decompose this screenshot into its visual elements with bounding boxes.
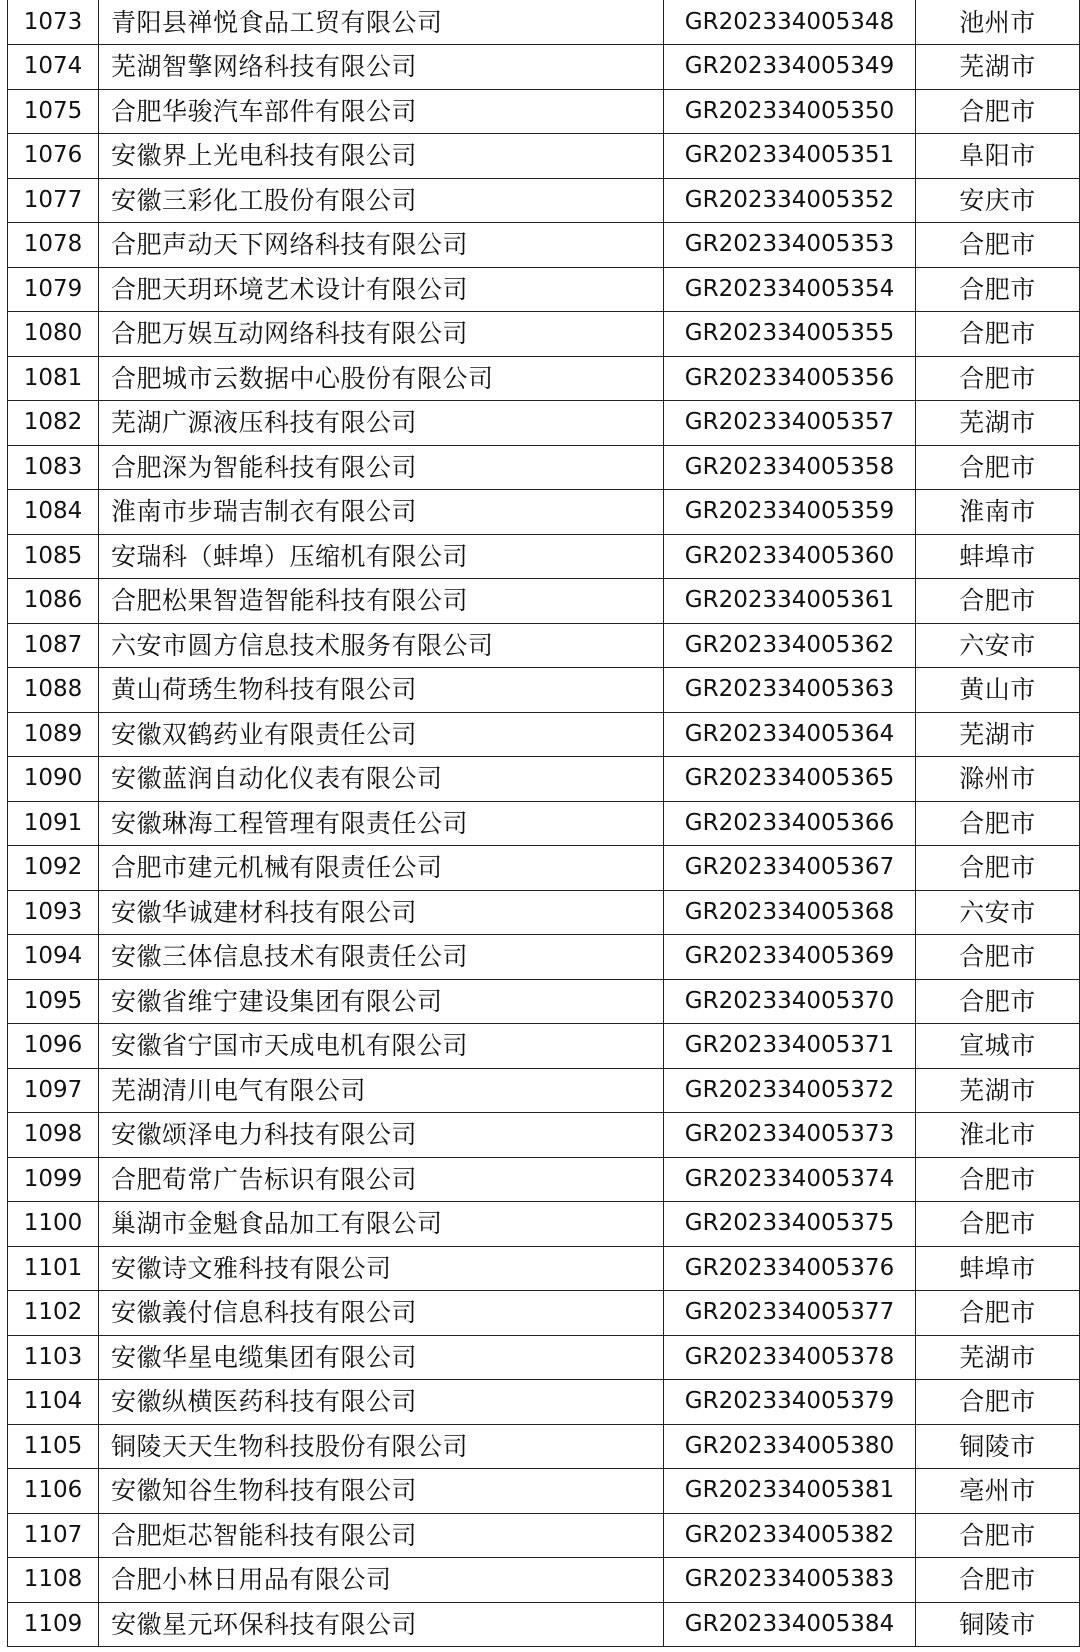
- company-name: 安徽颂泽电力科技有限公司: [99, 1113, 664, 1158]
- row-number: 1097: [8, 1068, 99, 1113]
- certificate-number: GR202334005371: [664, 1024, 916, 1069]
- row-number: 1087: [8, 623, 99, 668]
- row-number: 1101: [8, 1246, 99, 1291]
- company-name: 安徽界上光电科技有限公司: [99, 134, 664, 179]
- company-name: 安徽省宁国市天成电机有限公司: [99, 1024, 664, 1069]
- table-row: [8, 979, 1080, 1024]
- company-name: 合肥万娱互动网络科技有限公司: [99, 312, 664, 357]
- company-name: 安徽蓝润自动化仪表有限公司: [99, 757, 664, 802]
- city: 芜湖市: [916, 45, 1080, 90]
- certificate-number: GR202334005361: [664, 579, 916, 624]
- city: 合肥市: [916, 1157, 1080, 1202]
- table-row: [8, 1335, 1080, 1380]
- city: 合肥市: [916, 356, 1080, 401]
- company-name: 淮南市步瑞吉制衣有限公司: [99, 490, 664, 535]
- table-row: [8, 623, 1080, 668]
- city: 淮北市: [916, 1113, 1080, 1158]
- company-name: 安徽三彩化工股份有限公司: [99, 178, 664, 223]
- table-row: [8, 1024, 1080, 1069]
- company-name: 合肥深为智能科技有限公司: [99, 445, 664, 490]
- row-number: 1081: [8, 356, 99, 401]
- row-number: 1106: [8, 1469, 99, 1514]
- table-row: [8, 579, 1080, 624]
- table-row: [8, 134, 1080, 179]
- certificate-number: GR202334005349: [664, 45, 916, 90]
- certificate-number: GR202334005362: [664, 623, 916, 668]
- city: 铜陵市: [916, 1424, 1080, 1469]
- certificate-number: GR202334005354: [664, 267, 916, 312]
- city: 合肥市: [916, 979, 1080, 1024]
- city: 安庆市: [916, 178, 1080, 223]
- company-name: 芜湖清川电气有限公司: [99, 1068, 664, 1113]
- row-number: 1073: [8, 0, 99, 45]
- row-number: 1100: [8, 1202, 99, 1247]
- table-row: [8, 445, 1080, 490]
- table-row: [8, 712, 1080, 757]
- table-row: [8, 1380, 1080, 1425]
- row-number: 1104: [8, 1380, 99, 1425]
- row-number: 1077: [8, 178, 99, 223]
- row-number: 1105: [8, 1424, 99, 1469]
- city: 合肥市: [916, 846, 1080, 891]
- certificate-number: GR202334005356: [664, 356, 916, 401]
- company-name: 安徽知谷生物科技有限公司: [99, 1469, 664, 1514]
- city: 芜湖市: [916, 401, 1080, 446]
- table-row: [8, 1558, 1080, 1603]
- certificate-number: GR202334005373: [664, 1113, 916, 1158]
- row-number: 1085: [8, 534, 99, 579]
- row-number: 1086: [8, 579, 99, 624]
- city: 合肥市: [916, 801, 1080, 846]
- city: 淮南市: [916, 490, 1080, 535]
- table-row: [8, 1424, 1080, 1469]
- company-name: 合肥市建元机械有限责任公司: [99, 846, 664, 891]
- city: 六安市: [916, 623, 1080, 668]
- company-name: 安徽诗文雅科技有限公司: [99, 1246, 664, 1291]
- table-row: [8, 45, 1080, 90]
- table-row: [8, 1246, 1080, 1291]
- company-name: 合肥城市云数据中心股份有限公司: [99, 356, 664, 401]
- certificate-number: GR202334005377: [664, 1291, 916, 1336]
- table-row: [8, 267, 1080, 312]
- company-name: 合肥声动天下网络科技有限公司: [99, 223, 664, 268]
- certificate-number: GR202334005351: [664, 134, 916, 179]
- certificate-number: GR202334005355: [664, 312, 916, 357]
- table-row: [8, 490, 1080, 535]
- city: 六安市: [916, 890, 1080, 935]
- certificate-number: GR202334005378: [664, 1335, 916, 1380]
- table-row: [8, 935, 1080, 980]
- certificate-number: GR202334005358: [664, 445, 916, 490]
- certificate-number: GR202334005365: [664, 757, 916, 802]
- table-body: [8, 0, 1080, 1647]
- certificate-number: GR202334005380: [664, 1424, 916, 1469]
- city: 宣城市: [916, 1024, 1080, 1069]
- company-name: 合肥炬芯智能科技有限公司: [99, 1513, 664, 1558]
- company-name: 安徽双鹤药业有限责任公司: [99, 712, 664, 757]
- city: 芜湖市: [916, 1335, 1080, 1380]
- certificate-number: GR202334005383: [664, 1558, 916, 1603]
- table-row: [8, 178, 1080, 223]
- certificate-number: GR202334005369: [664, 935, 916, 980]
- company-name: 黄山荷琇生物科技有限公司: [99, 668, 664, 713]
- table-row: [8, 1113, 1080, 1158]
- table-row: [8, 890, 1080, 935]
- table-row: [8, 0, 1080, 45]
- row-number: 1094: [8, 935, 99, 980]
- company-name: 安徽华诚建材科技有限公司: [99, 890, 664, 935]
- certificate-number: GR202334005352: [664, 178, 916, 223]
- company-name: 安徽纵横医药科技有限公司: [99, 1380, 664, 1425]
- table-row: [8, 356, 1080, 401]
- city: 蚌埠市: [916, 1246, 1080, 1291]
- table-row: [8, 1602, 1080, 1647]
- city: 蚌埠市: [916, 534, 1080, 579]
- row-number: 1099: [8, 1157, 99, 1202]
- row-number: 1076: [8, 134, 99, 179]
- company-name: 六安市圆方信息技术服务有限公司: [99, 623, 664, 668]
- city: 合肥市: [916, 1380, 1080, 1425]
- row-number: 1089: [8, 712, 99, 757]
- company-name: 安徽琳海工程管理有限责任公司: [99, 801, 664, 846]
- certificate-number: GR202334005370: [664, 979, 916, 1024]
- company-name: 安徽华星电缆集团有限公司: [99, 1335, 664, 1380]
- certificate-number: GR202334005353: [664, 223, 916, 268]
- row-number: 1091: [8, 801, 99, 846]
- table-row: [8, 1469, 1080, 1514]
- city: 合肥市: [916, 267, 1080, 312]
- certificate-number: GR202334005372: [664, 1068, 916, 1113]
- certificate-number: GR202334005375: [664, 1202, 916, 1247]
- table-row: [8, 312, 1080, 357]
- certificate-number: GR202334005359: [664, 490, 916, 535]
- city: 芜湖市: [916, 1068, 1080, 1113]
- table-row: [8, 1157, 1080, 1202]
- city: 芜湖市: [916, 712, 1080, 757]
- city: 合肥市: [916, 1558, 1080, 1603]
- certificate-number: GR202334005350: [664, 89, 916, 134]
- row-number: 1080: [8, 312, 99, 357]
- row-number: 1079: [8, 267, 99, 312]
- company-name: 芜湖广源液压科技有限公司: [99, 401, 664, 446]
- table-row: [8, 1291, 1080, 1336]
- company-name: 安瑞科（蚌埠）压缩机有限公司: [99, 534, 664, 579]
- certificate-number: GR202334005364: [664, 712, 916, 757]
- certificate-number: GR202334005384: [664, 1602, 916, 1647]
- row-number: 1084: [8, 490, 99, 535]
- city: 合肥市: [916, 445, 1080, 490]
- certificate-number: GR202334005379: [664, 1380, 916, 1425]
- row-number: 1096: [8, 1024, 99, 1069]
- city: 合肥市: [916, 1291, 1080, 1336]
- company-name: 巢湖市金魁食品加工有限公司: [99, 1202, 664, 1247]
- row-number: 1109: [8, 1602, 99, 1647]
- table-row: [8, 668, 1080, 713]
- table-row: [8, 757, 1080, 802]
- certificate-number: GR202334005360: [664, 534, 916, 579]
- company-name: 安徽星元环保科技有限公司: [99, 1602, 664, 1647]
- table-row: [8, 401, 1080, 446]
- certificate-number: GR202334005367: [664, 846, 916, 891]
- city: 阜阳市: [916, 134, 1080, 179]
- company-name: 铜陵天天生物科技股份有限公司: [99, 1424, 664, 1469]
- row-number: 1088: [8, 668, 99, 713]
- row-number: 1098: [8, 1113, 99, 1158]
- row-number: 1102: [8, 1291, 99, 1336]
- company-name: 安徽省维宁建设集团有限公司: [99, 979, 664, 1024]
- table-row: [8, 89, 1080, 134]
- company-name: 安徽義付信息科技有限公司: [99, 1291, 664, 1336]
- city: 合肥市: [916, 1513, 1080, 1558]
- city: 合肥市: [916, 935, 1080, 980]
- table-row: [8, 1202, 1080, 1247]
- certificate-number: GR202334005382: [664, 1513, 916, 1558]
- city: 合肥市: [916, 89, 1080, 134]
- certificate-number: GR202334005348: [664, 0, 916, 45]
- row-number: 1083: [8, 445, 99, 490]
- city: 合肥市: [916, 579, 1080, 624]
- row-number: 1093: [8, 890, 99, 935]
- city: 合肥市: [916, 1202, 1080, 1247]
- company-name: 合肥天玥环境艺术设计有限公司: [99, 267, 664, 312]
- company-name: 安徽三体信息技术有限责任公司: [99, 935, 664, 980]
- row-number: 1074: [8, 45, 99, 90]
- city: 池州市: [916, 0, 1080, 45]
- company-name: 合肥小林日用品有限公司: [99, 1558, 664, 1603]
- row-number: 1108: [8, 1558, 99, 1603]
- company-name: 青阳县禅悦食品工贸有限公司: [99, 0, 664, 45]
- table-row: [8, 534, 1080, 579]
- company-name: 合肥松果智造智能科技有限公司: [99, 579, 664, 624]
- table-row: [8, 1513, 1080, 1558]
- row-number: 1095: [8, 979, 99, 1024]
- company-name: 芜湖智擎网络科技有限公司: [99, 45, 664, 90]
- row-number: 1103: [8, 1335, 99, 1380]
- company-name: 合肥荀常广告标识有限公司: [99, 1157, 664, 1202]
- row-number: 1092: [8, 846, 99, 891]
- row-number: 1107: [8, 1513, 99, 1558]
- city: 亳州市: [916, 1469, 1080, 1514]
- certificate-number: GR202334005363: [664, 668, 916, 713]
- city: 滁州市: [916, 757, 1080, 802]
- table-row: [8, 223, 1080, 268]
- city: 合肥市: [916, 223, 1080, 268]
- certificate-number: GR202334005368: [664, 890, 916, 935]
- table-row: [8, 846, 1080, 891]
- city: 黄山市: [916, 668, 1080, 713]
- certificate-number: GR202334005357: [664, 401, 916, 446]
- row-number: 1078: [8, 223, 99, 268]
- row-number: 1082: [8, 401, 99, 446]
- table-row: [8, 1068, 1080, 1113]
- company-list-table: [7, 0, 1080, 1647]
- certificate-number: GR202334005374: [664, 1157, 916, 1202]
- city: 铜陵市: [916, 1602, 1080, 1647]
- row-number: 1075: [8, 89, 99, 134]
- company-name: 合肥华骏汽车部件有限公司: [99, 89, 664, 134]
- certificate-number: GR202334005376: [664, 1246, 916, 1291]
- city: 合肥市: [916, 312, 1080, 357]
- row-number: 1090: [8, 757, 99, 802]
- table-row: [8, 801, 1080, 846]
- certificate-number: GR202334005366: [664, 801, 916, 846]
- certificate-number: GR202334005381: [664, 1469, 916, 1514]
